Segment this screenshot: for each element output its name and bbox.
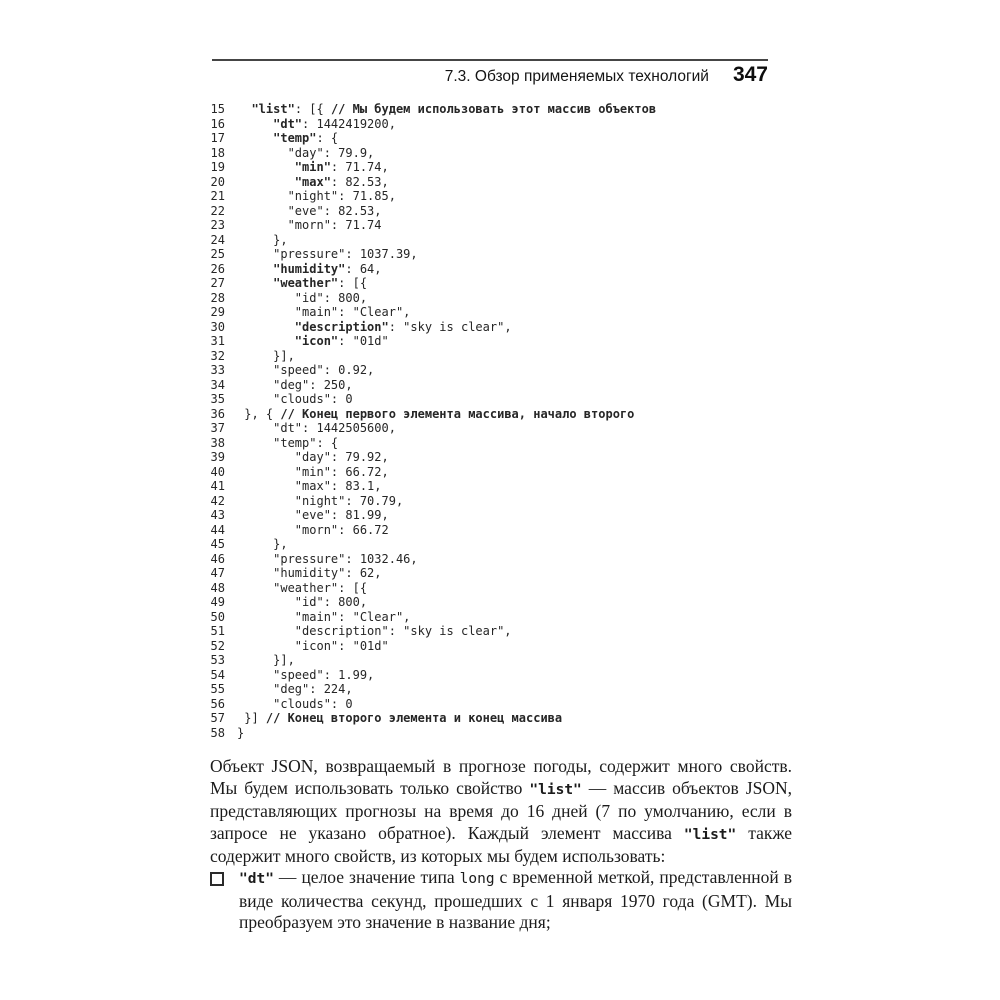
- code-text: "clouds": 0: [237, 392, 353, 406]
- code-text: "day": 79.9,: [237, 145, 375, 160]
- line-number: 32: [210, 348, 225, 363]
- line-number: 18: [210, 145, 225, 160]
- code-line: [210, 537, 656, 552]
- code-text: }],: [237, 653, 295, 667]
- code-line: [210, 653, 656, 668]
- line-number: 33: [210, 363, 225, 377]
- line-number: 24: [210, 232, 225, 247]
- bullet-text: "dt" — целое значение типа long с временной меткой, представленной в виде количества секунд, прошедших с 1 января 1970 года (GMT). Мы преобразуем это значение в название дня;: [239, 867, 793, 932]
- line-number: 55: [210, 682, 225, 696]
- code-listing: [210, 102, 656, 740]
- code-text: "main": "Clear",: [237, 305, 411, 319]
- code-line: [210, 552, 656, 567]
- code-text: "max": 82.53,: [294, 174, 389, 189]
- code-line: [210, 421, 656, 436]
- line-number: 48: [210, 580, 225, 595]
- code-line: [210, 682, 656, 697]
- line-number: 17: [210, 131, 225, 145]
- code-line: [210, 247, 656, 262]
- code-text: "min": 66.72,: [237, 464, 389, 479]
- code-line: [210, 668, 656, 683]
- code-text: }: [237, 725, 245, 740]
- code-text: "morn": 66.72: [237, 522, 389, 537]
- code-line: [210, 508, 656, 523]
- code-text: "speed": 1.99,: [237, 667, 375, 682]
- line-number: 44: [210, 522, 225, 537]
- code-line: [210, 639, 656, 654]
- code-line: [210, 102, 656, 117]
- line-number: 51: [210, 624, 225, 638]
- code-line: [210, 711, 656, 726]
- code-text: "icon": "01d": [237, 638, 389, 653]
- code-text: "speed": 0.92,: [237, 363, 375, 377]
- square-bullet-icon: [210, 872, 224, 886]
- code-line: [210, 218, 656, 233]
- code-text: }],: [237, 348, 295, 363]
- code-text: "humidity": 62,: [237, 566, 382, 580]
- code-line: [210, 479, 656, 494]
- code-line: [210, 320, 656, 335]
- line-number: 53: [210, 653, 225, 667]
- bullet-list: [210, 867, 792, 934]
- code-text: },: [237, 537, 288, 551]
- code-line: [210, 117, 656, 132]
- code-line: [210, 131, 656, 146]
- code-text: "weather": [{: [237, 580, 368, 595]
- line-number: 57: [210, 711, 225, 725]
- code-text: "eve": 82.53,: [237, 203, 382, 218]
- code-line: [210, 334, 656, 349]
- code-line: [210, 233, 656, 248]
- code-text: "weather": [{: [273, 276, 368, 290]
- line-number: 40: [210, 464, 225, 479]
- code-text: }, { // Конец первого элемента массива, начало второго: [237, 406, 635, 421]
- code-text: "dt": 1442419200,: [273, 116, 396, 131]
- line-number: 35: [210, 392, 225, 406]
- code-text: "description": "sky is clear",: [294, 319, 512, 334]
- code-line: [210, 305, 656, 320]
- line-number: 41: [210, 479, 225, 493]
- line-number: 36: [210, 406, 225, 421]
- code-text: "morn": 71.74: [237, 218, 382, 232]
- code-line: [210, 726, 656, 741]
- code-line: [210, 349, 656, 364]
- line-number: 52: [210, 638, 225, 653]
- line-number: 15: [210, 102, 225, 116]
- page-header: [212, 63, 768, 87]
- line-number: 26: [210, 261, 225, 276]
- code-text: "temp": {: [273, 131, 339, 145]
- line-number: 37: [210, 421, 225, 435]
- code-text: "icon": "01d": [294, 334, 389, 348]
- code-text: "min": 71.74,: [294, 160, 389, 174]
- code-line: [210, 160, 656, 175]
- line-number: 39: [210, 450, 225, 464]
- line-number: 25: [210, 247, 225, 261]
- code-text: "dt": 1442505600,: [237, 421, 396, 435]
- code-text: "max": 83.1,: [237, 479, 382, 493]
- line-number: 43: [210, 508, 225, 522]
- code-line: [210, 566, 656, 581]
- code-line: [210, 276, 656, 291]
- code-line: [210, 523, 656, 538]
- code-line: [210, 624, 656, 639]
- line-number: 42: [210, 493, 225, 508]
- line-number: 54: [210, 667, 225, 682]
- code-line: [210, 581, 656, 596]
- code-text: "night": 71.85,: [237, 189, 396, 203]
- line-number: 34: [210, 377, 225, 392]
- section-title: 7.3. Обзор применяемых технологий: [444, 68, 709, 85]
- body-paragraph: Объект JSON, возвращаемый в прогнозе погоды, содержит много свойств. Мы будем использовать только свойство "list" — массив объектов JSON, представляющих прогнозы на время до 16 дней (7 по умолчанию, если в запросе не указано обратное). Каждый элемент массива "list" также содержит много свойств, из которых мы будем использовать:: [210, 756, 792, 866]
- code-line: [210, 436, 656, 451]
- code-text: "deg": 250,: [237, 377, 353, 392]
- line-number: 45: [210, 537, 225, 551]
- code-line: [210, 595, 656, 610]
- line-number: 23: [210, 218, 225, 232]
- code-text: },: [237, 232, 288, 247]
- code-line: [210, 291, 656, 306]
- code-text: "deg": 224,: [237, 682, 353, 696]
- line-number: 46: [210, 551, 225, 566]
- code-line: [210, 392, 656, 407]
- code-text: "pressure": 1032.46,: [237, 551, 418, 566]
- code-text: "clouds": 0: [237, 696, 353, 711]
- bullet-item: [210, 867, 792, 934]
- line-number: 20: [210, 174, 225, 189]
- code-text: "temp": {: [237, 435, 339, 450]
- line-number: 56: [210, 696, 225, 711]
- line-number: 22: [210, 203, 225, 218]
- code-line: [210, 262, 656, 277]
- code-text: "list": [{ // Мы будем использовать этот массив объектов: [251, 102, 657, 116]
- code-line: [210, 378, 656, 393]
- code-line: [210, 610, 656, 625]
- line-number: 29: [210, 305, 225, 319]
- line-number: 58: [210, 725, 225, 740]
- code-line: [210, 494, 656, 509]
- code-text: "id": 800,: [237, 290, 368, 305]
- code-text: }] // Конец второго элемента и конец массива: [237, 711, 563, 725]
- code-line: [210, 450, 656, 465]
- code-text: "eve": 81.99,: [237, 508, 389, 522]
- code-text: "description": "sky is clear",: [237, 624, 512, 638]
- line-number: 30: [210, 319, 225, 334]
- code-line: [210, 363, 656, 378]
- code-text: "main": "Clear",: [237, 609, 411, 624]
- line-number: 49: [210, 595, 225, 609]
- line-number: 31: [210, 334, 225, 348]
- code-line: [210, 189, 656, 204]
- code-text: "pressure": 1037.39,: [237, 247, 418, 261]
- code-line: [210, 697, 656, 712]
- header-rule: [212, 59, 768, 61]
- page-number: 347: [732, 63, 768, 86]
- code-text: "night": 70.79,: [237, 493, 404, 508]
- code-line: [210, 146, 656, 161]
- code-line: [210, 465, 656, 480]
- line-number: 19: [210, 160, 225, 174]
- code-text: "id": 800,: [237, 595, 368, 609]
- code-text: "day": 79.92,: [237, 450, 389, 464]
- line-number: 21: [210, 189, 225, 203]
- line-number: 28: [210, 290, 225, 305]
- line-number: 38: [210, 435, 225, 450]
- line-number: 50: [210, 609, 225, 624]
- line-number: 27: [210, 276, 225, 290]
- line-number: 16: [210, 116, 225, 131]
- code-line: [210, 407, 656, 422]
- code-line: [210, 175, 656, 190]
- line-number: 47: [210, 566, 225, 580]
- code-line: [210, 204, 656, 219]
- code-text: "humidity": 64,: [273, 261, 382, 276]
